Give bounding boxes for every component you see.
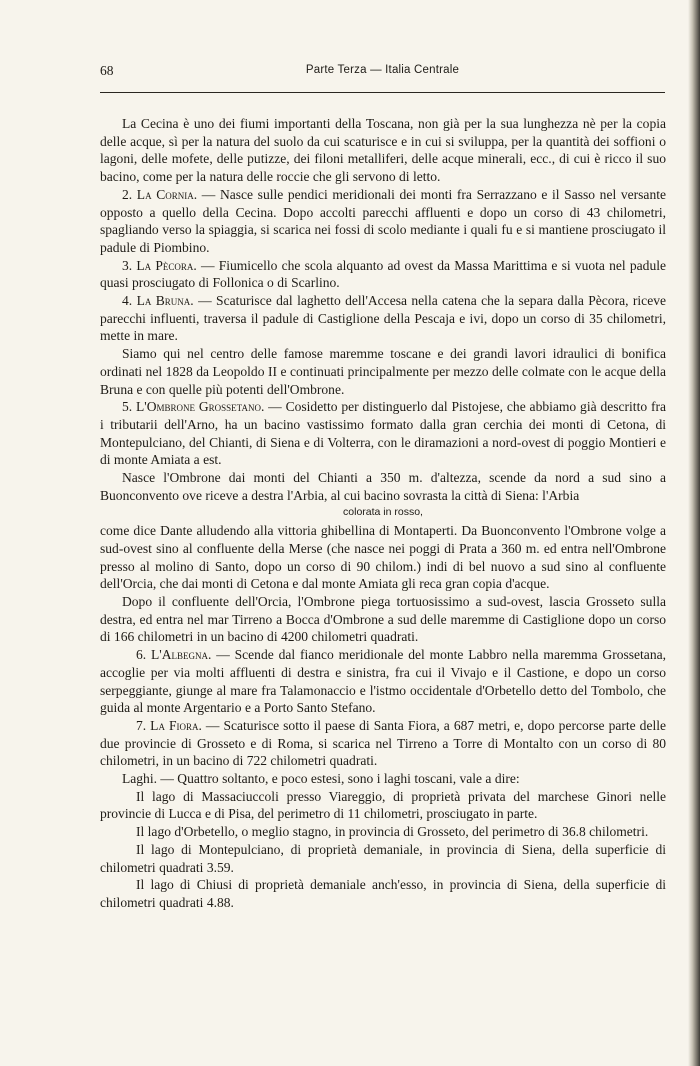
paragraph: Siamo qui nel centro delle famose maremme toscane e dei grandi lavori idraulici di bonifica ordinati nel 1828 da Leopoldo II e continuati principalmente per mezzo delle colmate con le acque della Bruna e con quelle più potenti dell'Ombrone. [100, 346, 666, 397]
paragraph-text: Scaturisce sotto il paese di Santa Fiora, a 687 metri, e, dopo percorse parte delle due provincie di Grosseto e di Roma, si scarica nel Tirreno a Torre di Montalto con un corso di 80 chilometri, in un bacino di 722 chilometri quadrati. [100, 717, 666, 769]
section-heading: 3. La Pècora. — [122, 257, 215, 273]
paragraph [100, 292, 666, 345]
paragraph-text: Scende dal fianco meridionale del monte Labbro nella maremma Grossetana, accoglie per via molti affluenti di destra e sinistra, fra cui il Vivajo e il Castione, e dopo un corso serpeggiante, giunge al mare fra Talamonaccio e l'istmo occidentale d'Orbetello detto del Tombolo, che guida al monte Argentario e a Porto Santo Stefano. [100, 647, 666, 716]
paragraph-text: Nasce sulle pendici meridionali dei monti fra Serrazzano e il Sasso nel versante opposto a quello della Cecina. Dopo accolti parecchi affluenti e dopo un corso di 43 chilometri, spagliando verso la spiaggia, si scarica nei fossi di scolo mediante i quali fu e si mantiene prosciugato il padule di Piombino. [100, 186, 666, 255]
paragraph [100, 398, 666, 469]
paragraph: Nasce l'Ombrone dai monti del Chianti a 350 m. d'altezza, scende da nord a sud sino a Buonconvento ove riceve a destra l'Arbia, al cui bacino sovrasta la città di Siena: l'Arbia [100, 470, 666, 503]
book-spine-shadow [688, 0, 700, 1066]
paragraph [100, 186, 666, 257]
section-heading: 7. La Fiora. — [136, 717, 220, 733]
header-rule [100, 92, 665, 93]
paragraph-text: Cosidetto per distinguerlo dal Pistojese, che abbiamo già descritto fra i tributarii dell'Arno, ha un bacino vastissimo formato dalla gran cerchia dei monti di Cetona, di Montepulciano, del Chianti, di Siena e di Volterra, con le diramazioni a nord-ovest di poggio Montieri e di monte Amiata a est. [100, 399, 666, 468]
paragraph: come dice Dante alludendo alla vittoria ghibellina di Montaperti. Da Buonconvento l'Ombrone volge a sud-ovest sino al confluente della Merse (che nasce nei poggi di Prata a 360 m. ed entra nell'Ombrone presso al molino di Santo, dopo un corso di 90 chilom.) indi di bel nuovo a sud sino al confluente dell'Orcia, che dai monti di Cetona e dal monte Amiata gli reca gran copia d'acque. [100, 523, 666, 592]
section-heading: 5. L'Ombrone Grossetano. — [122, 399, 282, 415]
paragraph-text: Scaturisce dal laghetto dell'Accesa nella catena che la separa dalla Pècora, riceve parecchi influenti, traversa il padule di Castiglione della Pescaja e ivi, dopo un corso di 35 chilometri, mette in mare. [100, 293, 666, 344]
paragraph [100, 257, 666, 292]
page-number: 68 [100, 63, 114, 78]
section-heading: 6. L'Albegna. — [136, 647, 230, 663]
lake-entry: Il lago di Montepulciano, di proprietà demaniale, in provincia di Siena, della superficie di chilometri quadrati 3.59. [100, 841, 666, 875]
lakes-intro: Laghi. — Quattro soltanto, e poco estesi, sono i laghi toscani, vale a dire: [122, 771, 520, 787]
paragraph-text: Fiumicello che scola alquanto ad ovest da Massa Marittima e si vuota nel padule quasi prosciugato di Follonica o di Scarlino. [100, 257, 666, 291]
lake-entry: Il lago di Chiusi di proprietà demaniale anch'esso, in provincia di Siena, della superficie di chilometri quadrati 4.88. [100, 877, 666, 910]
paragraph [100, 717, 666, 770]
page-header [100, 63, 665, 85]
paragraph: La Cecina è uno dei fiumi importanti della Toscana, non già per la sua lunghezza nè per la copia delle acque, sì per la natura del suolo da cui scaturisce e in cui si sviluppa, per la quantità dei soffioni o lagoni, delle mofete, delle putizze, dei filoni metalliferi, delle acque minerali, ecc., di cui è ricco il suo bacino, come per la natura delle roccie che gli servono di letto. [100, 116, 666, 185]
section-heading: 2. La Cornia. — [122, 186, 216, 202]
lake-entry: Il lago d'Orbetello, o meglio stagno, in provincia di Grosseto, del perimetro di 36.8 chilometri. [136, 824, 649, 840]
running-head: Parte Terza — Italia Centrale [305, 64, 460, 76]
paragraph [100, 646, 666, 717]
section-heading: 4. La Bruna. — [122, 293, 212, 309]
dante-quote: colorata in rosso, [343, 506, 423, 519]
lake-entry: Il lago di Massaciuccoli presso Viareggio, di proprietà privata del marchese Ginori nelle provincie di Lucca e di Pisa, del perimetro di 11 chilometri, prosciugato in parte. [100, 788, 666, 822]
paragraph: Dopo il confluente dell'Orcia, l'Ombrone piega tortuosissimo a sud-ovest, lascia Grosseto sulla destra, ed entra nel mar Tirreno a Bocca d'Ombrone a sud delle maremme di Castiglione dopo un corso di 166 chilometri in un bacino di 4200 chilometri quadrati. [100, 593, 666, 645]
body-text [100, 115, 666, 912]
